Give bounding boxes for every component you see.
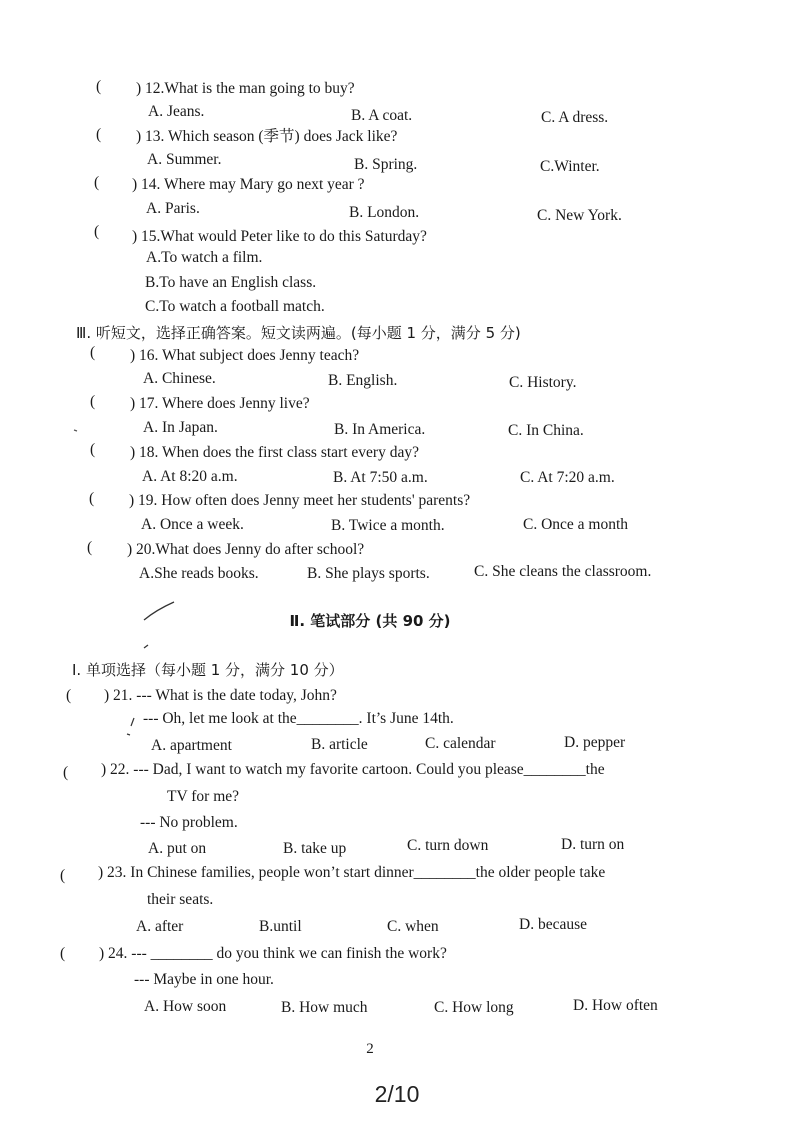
pen-mark xyxy=(140,598,180,658)
q16-option-a: A. Chinese. xyxy=(143,370,216,387)
answer-bracket: ( xyxy=(90,344,96,361)
question-24-line2: --- Maybe in one hour. xyxy=(134,971,274,988)
q24-option-a: A. How soon xyxy=(144,998,227,1015)
q15-option-b: B.To have an English class. xyxy=(145,274,317,291)
q22-option-b: B. take up xyxy=(283,840,347,857)
answer-bracket: ( xyxy=(66,687,72,704)
question-14-stem: ) 14. Where may Mary go next year ? xyxy=(132,176,365,193)
question-22-line3: --- No problem. xyxy=(140,814,238,831)
q18-option-c: C. At 7:20 a.m. xyxy=(520,469,615,486)
question-17-stem: ) 17. Where does Jenny live? xyxy=(130,395,310,412)
q20-option-c: C. She cleans the classroom. xyxy=(474,563,652,580)
q23-option-b: B.until xyxy=(259,918,302,935)
question-15-stem: ) 15.What would Peter like to do this Saturday? xyxy=(132,228,427,245)
page-counter: 2/10 xyxy=(374,1081,420,1107)
printed-page-number: 2 xyxy=(366,1041,374,1057)
question-21-line2: --- Oh, let me look at the________. It’s June 14th. xyxy=(143,710,454,727)
q16-option-b: B. English. xyxy=(328,372,398,389)
q12-option-c: C. A dress. xyxy=(541,109,609,126)
question-24-stem: ) 24. --- ________ do you think we can finish the work? xyxy=(99,945,447,962)
q12-option-a: A. Jeans. xyxy=(148,103,205,120)
answer-bracket: ( xyxy=(87,539,93,556)
question-18-stem: ) 18. When does the first class start every day? xyxy=(130,444,419,461)
q14-option-a: A. Paris. xyxy=(146,200,200,217)
q21-option-b: B. article xyxy=(311,736,368,753)
q21-option-c: C. calendar xyxy=(425,735,496,752)
q24-option-c: C. How long xyxy=(434,999,514,1016)
q13-option-c: C.Winter. xyxy=(540,158,600,175)
question-23-line2: their seats. xyxy=(147,891,214,908)
question-13-stem: ) 13. Which season (季节) does Jack like? xyxy=(136,128,398,145)
listening-section-3-heading: Ⅲ. 听短文，选择正确答案。短文读两遍。(每小题 1 分，满分 5 分) xyxy=(76,324,521,342)
q16-option-c: C. History. xyxy=(509,374,577,391)
answer-bracket: ( xyxy=(60,867,66,884)
q15-option-a: A.To watch a film. xyxy=(146,249,263,266)
q13-option-b: B. Spring. xyxy=(354,156,418,173)
q13-option-a: A. Summer. xyxy=(147,151,222,168)
answer-bracket: ( xyxy=(94,174,100,191)
q20-option-b: B. She plays sports. xyxy=(307,565,430,582)
answer-bracket: ( xyxy=(60,945,66,962)
question-20-stem: ) 20.What does Jenny do after school? xyxy=(127,541,365,558)
answer-bracket: ( xyxy=(90,441,96,458)
question-21-stem: ) 21. --- What is the date today, John? xyxy=(104,687,337,704)
answer-bracket: ( xyxy=(89,490,95,507)
q14-option-b: B. London. xyxy=(349,204,420,221)
q23-option-d: D. because xyxy=(519,916,587,933)
q18-option-b: B. At 7:50 a.m. xyxy=(333,469,428,486)
answer-bracket: ( xyxy=(96,126,102,143)
q17-option-b: B. In America. xyxy=(334,421,426,438)
q18-option-a: A. At 8:20 a.m. xyxy=(142,468,238,485)
q19-option-c: C. Once a month xyxy=(523,516,629,533)
q19-option-a: A. Once a week. xyxy=(141,516,244,533)
q22-option-d: D. turn on xyxy=(561,836,625,853)
answer-bracket: ( xyxy=(96,78,102,95)
q22-option-c: C. turn down xyxy=(407,837,489,854)
q21-option-a: A. apartment xyxy=(151,737,232,754)
answer-bracket: ( xyxy=(90,393,96,410)
q22-option-a: A. put on xyxy=(148,840,207,857)
q21-option-d: D. pepper xyxy=(564,734,626,751)
q17-option-a: A. In Japan. xyxy=(143,419,218,436)
q24-option-b: B. How much xyxy=(281,999,368,1016)
question-22-line2: TV for me? xyxy=(167,788,240,805)
pen-mark-small xyxy=(126,714,140,738)
q14-option-c: C. New York. xyxy=(537,207,622,224)
question-12-stem: ) 12.What is the man going to buy? xyxy=(136,80,355,97)
question-19-stem: ) 19. How often does Jenny meet her students' parents? xyxy=(129,492,471,509)
q20-option-a: A.She reads books. xyxy=(139,565,259,582)
answer-bracket: ( xyxy=(94,223,100,240)
multiple-choice-section-heading: Ⅰ. 单项选择（每小题 1 分，满分 10 分） xyxy=(72,661,344,679)
question-22-stem: ) 22. --- Dad, I want to watch my favorite cartoon. Could you please________the xyxy=(101,761,605,778)
q23-option-c: C. when xyxy=(387,918,439,935)
q23-option-a: A. after xyxy=(136,918,184,935)
question-16-stem: ) 16. What subject does Jenny teach? xyxy=(130,347,360,364)
q19-option-b: B. Twice a month. xyxy=(331,517,445,534)
answer-bracket: ( xyxy=(63,764,69,781)
q17-option-c: C. In China. xyxy=(508,422,584,439)
q15-option-c: C.To watch a football match. xyxy=(145,298,325,315)
q24-option-d: D. How often xyxy=(573,997,658,1014)
q12-option-b: B. A coat. xyxy=(351,107,413,124)
pen-dot xyxy=(72,424,82,434)
question-23-stem: ) 23. In Chinese families, people won’t start dinner________the older people take xyxy=(98,864,606,881)
written-part-title: Ⅱ. 笔试部分 (共 90 分) xyxy=(289,612,451,630)
